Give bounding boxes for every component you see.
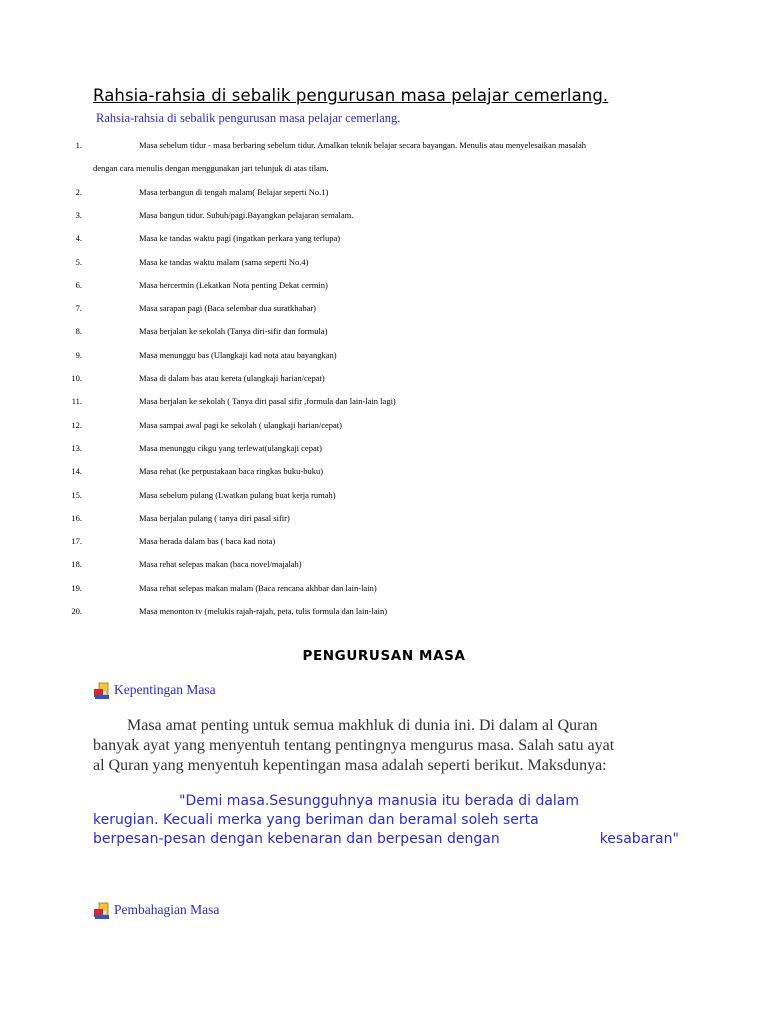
- list-item-number: 15.: [71, 489, 82, 500]
- list-item-text: Masa bercermin (Lekatkan Nota penting Dekat cermin): [139, 279, 328, 290]
- list-item-number: 11.: [71, 396, 82, 407]
- list-item-text: Masa menonton tv (melukis rajah-rajah, peta, tulis formula dan lain-lain): [139, 606, 388, 616]
- list-item-number: 4.: [75, 233, 82, 244]
- list-item-text: Masa berjalan pulang ( tanya diri pasal sifir): [139, 512, 290, 523]
- pembahagian-masa-label[interactable]: Pembahagian Masa: [114, 902, 220, 917]
- list-item-text: Masa ke tandas waktu pagi (ingatkan perkara yang terlupa): [139, 233, 341, 244]
- list-item-number: 20.: [71, 606, 82, 616]
- list-item-text: Masa sebelum tidur - masa berbaring sebelum tidur. Amalkan teknik belajar secara bayangan. Menulis atau menyelesaikan masalah: [139, 140, 587, 150]
- section-heading: PENGURUSAN MASA: [302, 648, 466, 664]
- paragraph-line: banyak ayat yang menyentuh tentang pentingnya mengurus masa. Salah satu ayat: [93, 737, 615, 754]
- list-item-number: 12.: [71, 419, 82, 430]
- list-item-number: 19.: [71, 582, 82, 593]
- list-item-text: Masa berjalan ke sekolah (Tanya diri-sifir dan formula): [139, 326, 328, 337]
- list-item-number: 18.: [71, 559, 82, 570]
- list-item-number: 13.: [71, 442, 82, 453]
- list-item-text: Masa rehat (ke perpustakaan baca ringkas buku-buku): [139, 466, 324, 477]
- list-item-number: 17.: [71, 536, 82, 547]
- quote-line-part: berpesan-pesan dengan kebenaran dan berpesan dengan: [93, 831, 500, 847]
- list-item-continuation: dengan cara menulis dengan menggunakan jari telunjuk di atas tilam.: [93, 163, 329, 174]
- list-item-text: Masa sebelum pulang (Lwatkan pulang buat kerja rumah): [139, 489, 336, 500]
- list-item-text: Masa terbangun di tengah malam( Belajar seperti No.1): [139, 186, 329, 197]
- list-item-number: 7.: [75, 303, 82, 314]
- list-item-text: Masa berada dalam bas ( baca kad nota): [139, 536, 276, 547]
- list-item-text: Masa menunggu bas (Ulangkaji kad nota atau bayangkan): [139, 349, 337, 360]
- list-item-text: Masa ke tandas waktu malam (sama seperti No.4): [139, 256, 309, 267]
- list-item-text: Masa menunggu cikgu yang terlewat(ulangkaji cepat): [139, 442, 322, 453]
- quote-line: [93, 830, 693, 849]
- list-item-number: 1.: [75, 140, 82, 150]
- list-item-text: Masa sarapan pagi (Baca selembar dua suratkhabar): [139, 303, 317, 314]
- intro-paragraph: [93, 716, 673, 776]
- list-item-text: Masa rehat selepas makan (baca novel/majalah): [139, 559, 302, 570]
- document-link-icon: [93, 902, 111, 920]
- list-item-number: 16.: [71, 512, 82, 523]
- list-item-number: 6.: [75, 279, 82, 290]
- list-item-text: Masa berjalan ke sekolah ( Tanya diri pasal sifir ,formula dan lain-lain lagi): [139, 396, 396, 407]
- quran-quote: [93, 792, 693, 849]
- list-item-number: 3.: [75, 209, 82, 220]
- document-link-icon: [93, 682, 111, 700]
- quote-line: kerugian. Kecuali merka yang beriman dan beramal soleh serta: [93, 812, 539, 828]
- document-subtitle: Rahsia-rahsia di sebalik pengurusan masa pelajar cemerlang.: [96, 111, 401, 125]
- list-item-number: 14.: [71, 466, 82, 477]
- paragraph-line: al Quran yang menyentuh kepentingan masa adalah seperti berikut. Maksdunya:: [93, 757, 607, 774]
- list-item-text: Masa sampai awal pagi ke sekolah ( ulangkaji harian/cepat): [139, 419, 342, 430]
- list-item-text: Masa di dalam bas atau kereta (ulangkaji harian/cepat): [139, 373, 325, 383]
- list-item-text: Masa bangun tidur. Subuh/pagi.Bayangkan pelajaran semalam.: [139, 209, 354, 220]
- list-item-number: 5.: [75, 256, 82, 267]
- list-item-number: 8.: [75, 326, 82, 337]
- quote-line: "Demi masa.Sesungguhnya manusia itu berada di dalam: [179, 793, 580, 809]
- list-item-text: Masa rehat selepas makan malam (Baca rencana akhbar dan lain-lain): [139, 582, 377, 593]
- paragraph-line: Masa amat penting untuk semua makhluk di dunia ini. Di dalam al Quran: [127, 717, 598, 734]
- list-item-number: 10.: [71, 373, 82, 383]
- list-item-number: 9.: [75, 349, 82, 360]
- list-item-number: 2.: [75, 186, 82, 197]
- kepentingan-masa-label[interactable]: Kepentingan Masa: [114, 682, 216, 697]
- document-title: Rahsia-rahsia di sebalik pengurusan masa pelajar cemerlang.: [93, 86, 609, 105]
- quote-line-part: kesabaran": [599, 831, 679, 847]
